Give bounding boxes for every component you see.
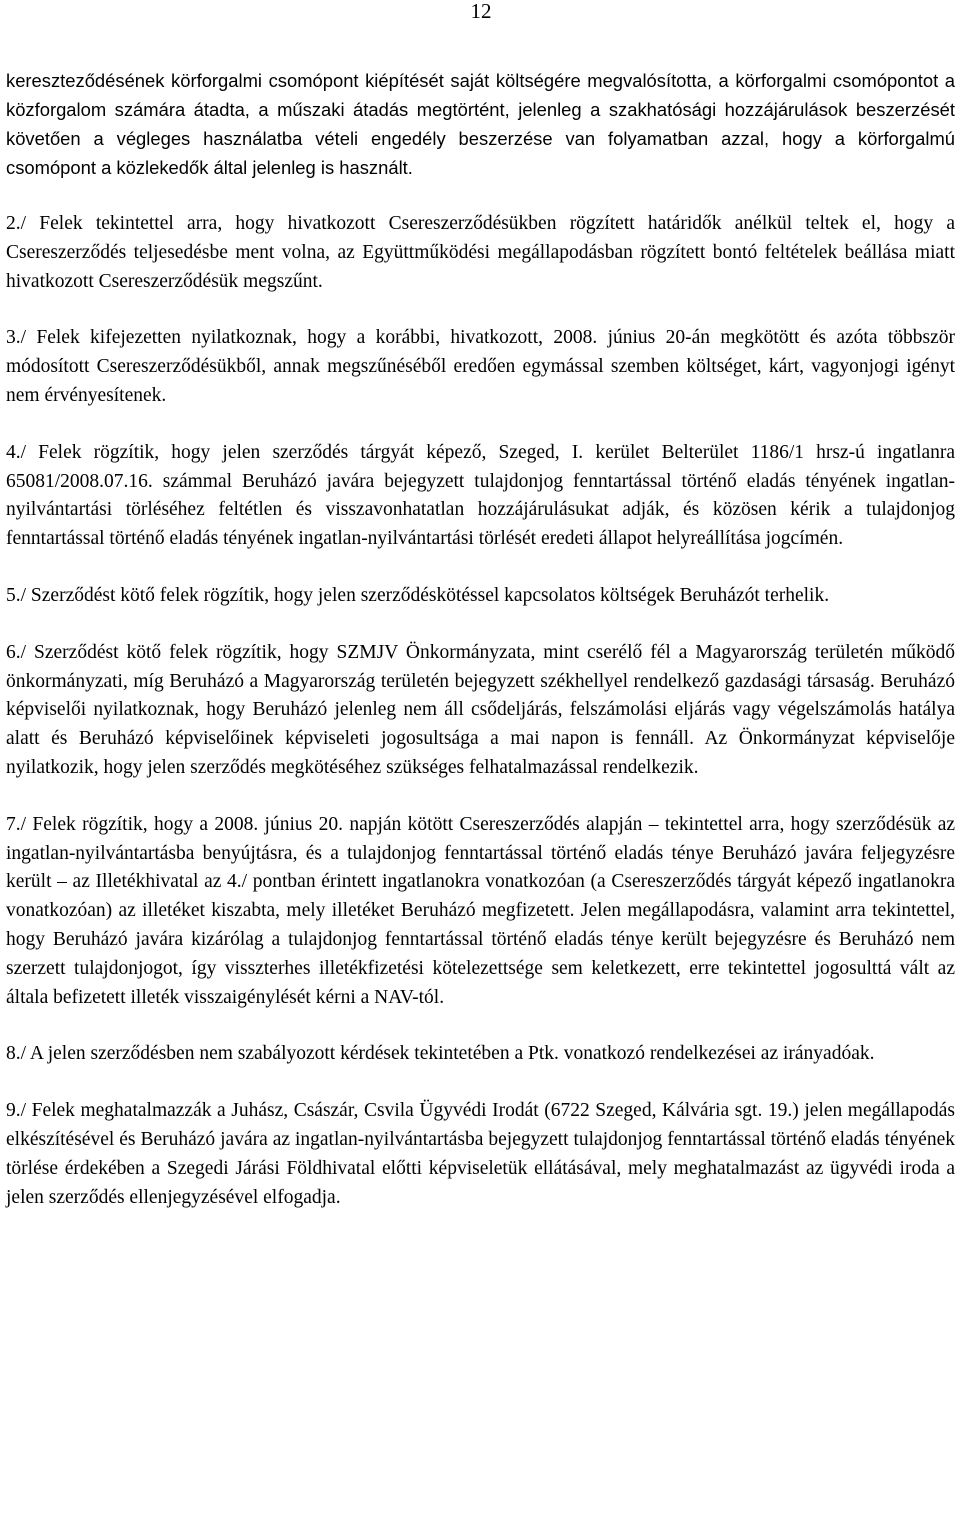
paragraph-9: 9./ Felek meghatalmazzák a Juhász, Császár, Csvila Ügyvédi Irodát (6722 Szeged, Kálvária sgt. 19.) jelen megállapodás elkészítésével és Beruházó javára az ingatlan-nyilvántartásba bejegyzett tulajdonjog fenntartással történő eladás tényének törlése érdekében a Szegedi Járási Földhivatal előtti képviseletük ellátásával, mely meghatalmazást az ügyvédi iroda a jelen szerződés ellenjegyzésével elfogadja. [6, 1100, 955, 1208]
page-number: 12 [470, 0, 492, 23]
paragraph-3: 3./ Felek kifejezetten nyilatkoznak, hogy a korábbi, hivatkozott, 2008. június 20-án megkötött és azóta többször módosított Csereszerződésükből, annak megszűnéséből eredően egymással szemben költséget, kárt, vagyonjogi igényt nem érvényesítenek. [6, 327, 955, 406]
paragraph-8: 8./ A jelen szerződésben nem szabályozott kérdések tekintetében a Ptk. vonatkozó rendelkezései az irányadóak. [6, 1043, 875, 1065]
paragraph-roundabout-continuation: kereszteződésének körforgalmi csomópont kiépítését saját költségére megvalósította, a körforgalmi csomópontot a közforgalom számára átadta, a műszaki átadás megtörtént, jelenleg a szakhatósági hozzájárulások beszerzését követően a végleges használatba vételi engedély beszerzése van folyamatban azzal, hogy a körforgalmú csomópont a közlekedők által jelenleg is használt. [6, 70, 955, 178]
paragraph-5: 5./ Szerződést kötő felek rögzítik, hogy jelen szerződéskötéssel kapcsolatos költségek Beruházót terhelik. [6, 584, 830, 606]
paragraph-2: 2./ Felek tekintettel arra, hogy hivatkozott Csereszerződésükben rögzített határidők anélkül teltek el, hogy a Csereszerződés teljesedésbe ment volna, az Együttműködési megállapodásban rögzített bontó feltételek beállása miatt hivatkozott Csereszerződésük megszűnt. [6, 213, 955, 292]
document-body [6, 66, 955, 1212]
paragraph-6: 6./ Szerződést kötő felek rögzítik, hogy SZMJV Önkormányzata, mint cserélő fél a Magyarország területén működő önkormányzati, míg Beruházó a Magyarország területén bejegyzett székhellyel rendelkező gazdasági társaság. Beruházó képviselői nyilatkoznak, hogy Beruházó jelenleg nem áll csődeljárás, felszámolási eljárás vagy végelszámolás hatálya alatt és Beruházó képviselőinek képviseleti jogosultsága a mai napon is fennáll. Az Önkormányzat képviselője nyilatkozik, hogy jelen szerződés megkötéséhez szükséges felhatalmazással rendelkezik. [6, 641, 955, 778]
paragraph-4: 4./ Felek rögzítik, hogy jelen szerződés tárgyát képező, Szeged, I. kerület Belterület 1186/1 hrsz-ú ingatlanra 65081/2008.07.16. számmal Beruházó javára bejegyzett tulajdonjog fenntartással történő eladás tényének ingatlan-nyilvántartási törléséhez feltétlen és visszavonhatatlan hozzájárulásukat adják, és közösen kérik a tulajdonjog fenntartással történő eladás tényének ingatlan-nyilvántartási törlését eredeti állapot helyreállítása jogcímén. [6, 441, 955, 550]
paragraph-7: 7./ Felek rögzítik, hogy a 2008. június 20. napján kötött Csereszerződés alapján – tekintettel arra, hogy szerződésük az ingatlan-nyilvántartásba benyújtásra, és a tulajdonjog fenntartással történő eladás ténye Beruházó javára feljegyzésre került – az Illetékhivatal az 4./ pontban érintett ingatlanokra vonatkozóan (a Csereszerződés tárgyát képező ingatlanokra vonatkozóan) az illetéket kiszabta, mely illetéket Beruházó megfizetett. Jelen megállapodásra, valamint arra tekintettel, hogy Beruházó javára kizárólag a tulajdonjog fenntartással történő eladás ténye került bejegyzésre és Beruházó nem szerzett tulajdonjogot, így visszterhes illetékfizetési kötelezettsége sem keletkezett, erre tekintettel jogosulttá vált az általa befizetett illeték visszaigénylését kérni a NAV-tól. [6, 813, 955, 1008]
